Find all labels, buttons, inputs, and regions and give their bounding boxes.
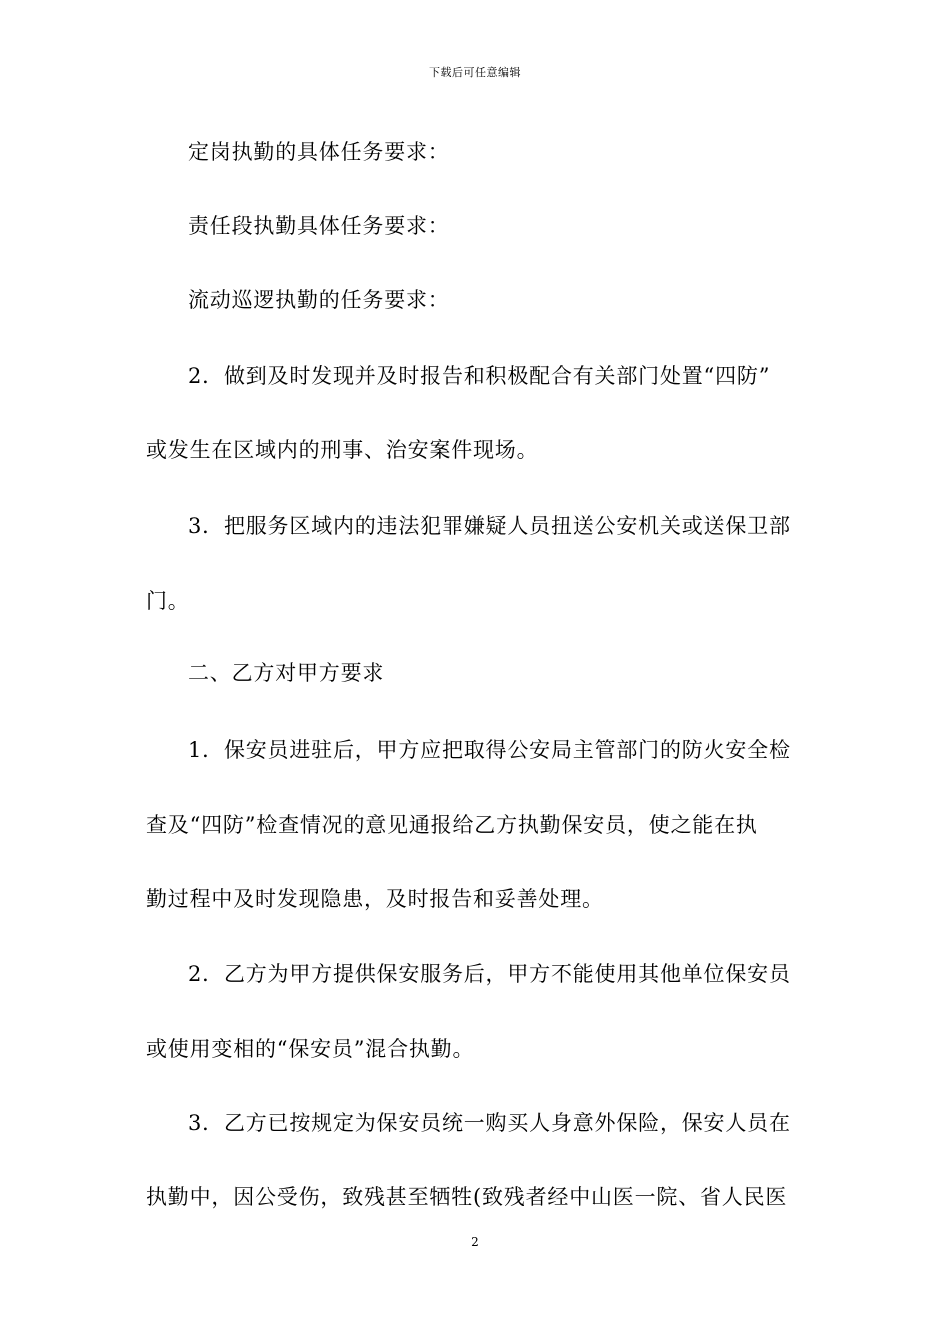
paragraph-line: 责任段执勤具体任务要求：: [188, 214, 450, 238]
paragraph-line: 或使用变相的“保安员”混合执勤。: [146, 1037, 475, 1061]
paragraph-line: 勤过程中及时发现隐患，及时报告和妥善处理。: [146, 887, 604, 911]
paragraph-line: 1．保安员进驻后，甲方应把取得公安局主管部门的防火安全检: [188, 738, 791, 762]
paragraph-line: 查及“四防”检查情况的意见通报给乙方执勤保安员，使之能在执: [146, 813, 758, 837]
page-number: 2: [471, 1235, 479, 1249]
paragraph-line: 执勤中，因公受伤，致残甚至牺牲(致残者经中山医一院、省人民医: [146, 1185, 788, 1209]
section-heading: 二、乙方对甲方要求: [188, 661, 385, 685]
paragraph-line: 2．做到及时发现并及时报告和积极配合有关部门处置“四防”: [188, 364, 771, 388]
paragraph-line: 定岗执勤的具体任务要求：: [188, 140, 450, 164]
paragraph-line: 门。: [146, 589, 190, 613]
paragraph-line: 2．乙方为甲方提供保安服务后，甲方不能使用其他单位保安员: [188, 962, 791, 986]
paragraph-line: 3．乙方已按规定为保安员统一购买人身意外保险，保安人员在: [188, 1111, 791, 1135]
paragraph-line: 或发生在区域内的刑事、治安案件现场。: [146, 438, 539, 462]
paragraph-line: 流动巡逻执勤的任务要求：: [188, 288, 450, 312]
paragraph-line: 3．把服务区域内的违法犯罪嫌疑人员扭送公安机关或送保卫部: [188, 514, 791, 538]
page-header: 下载后可任意编辑: [429, 66, 521, 79]
